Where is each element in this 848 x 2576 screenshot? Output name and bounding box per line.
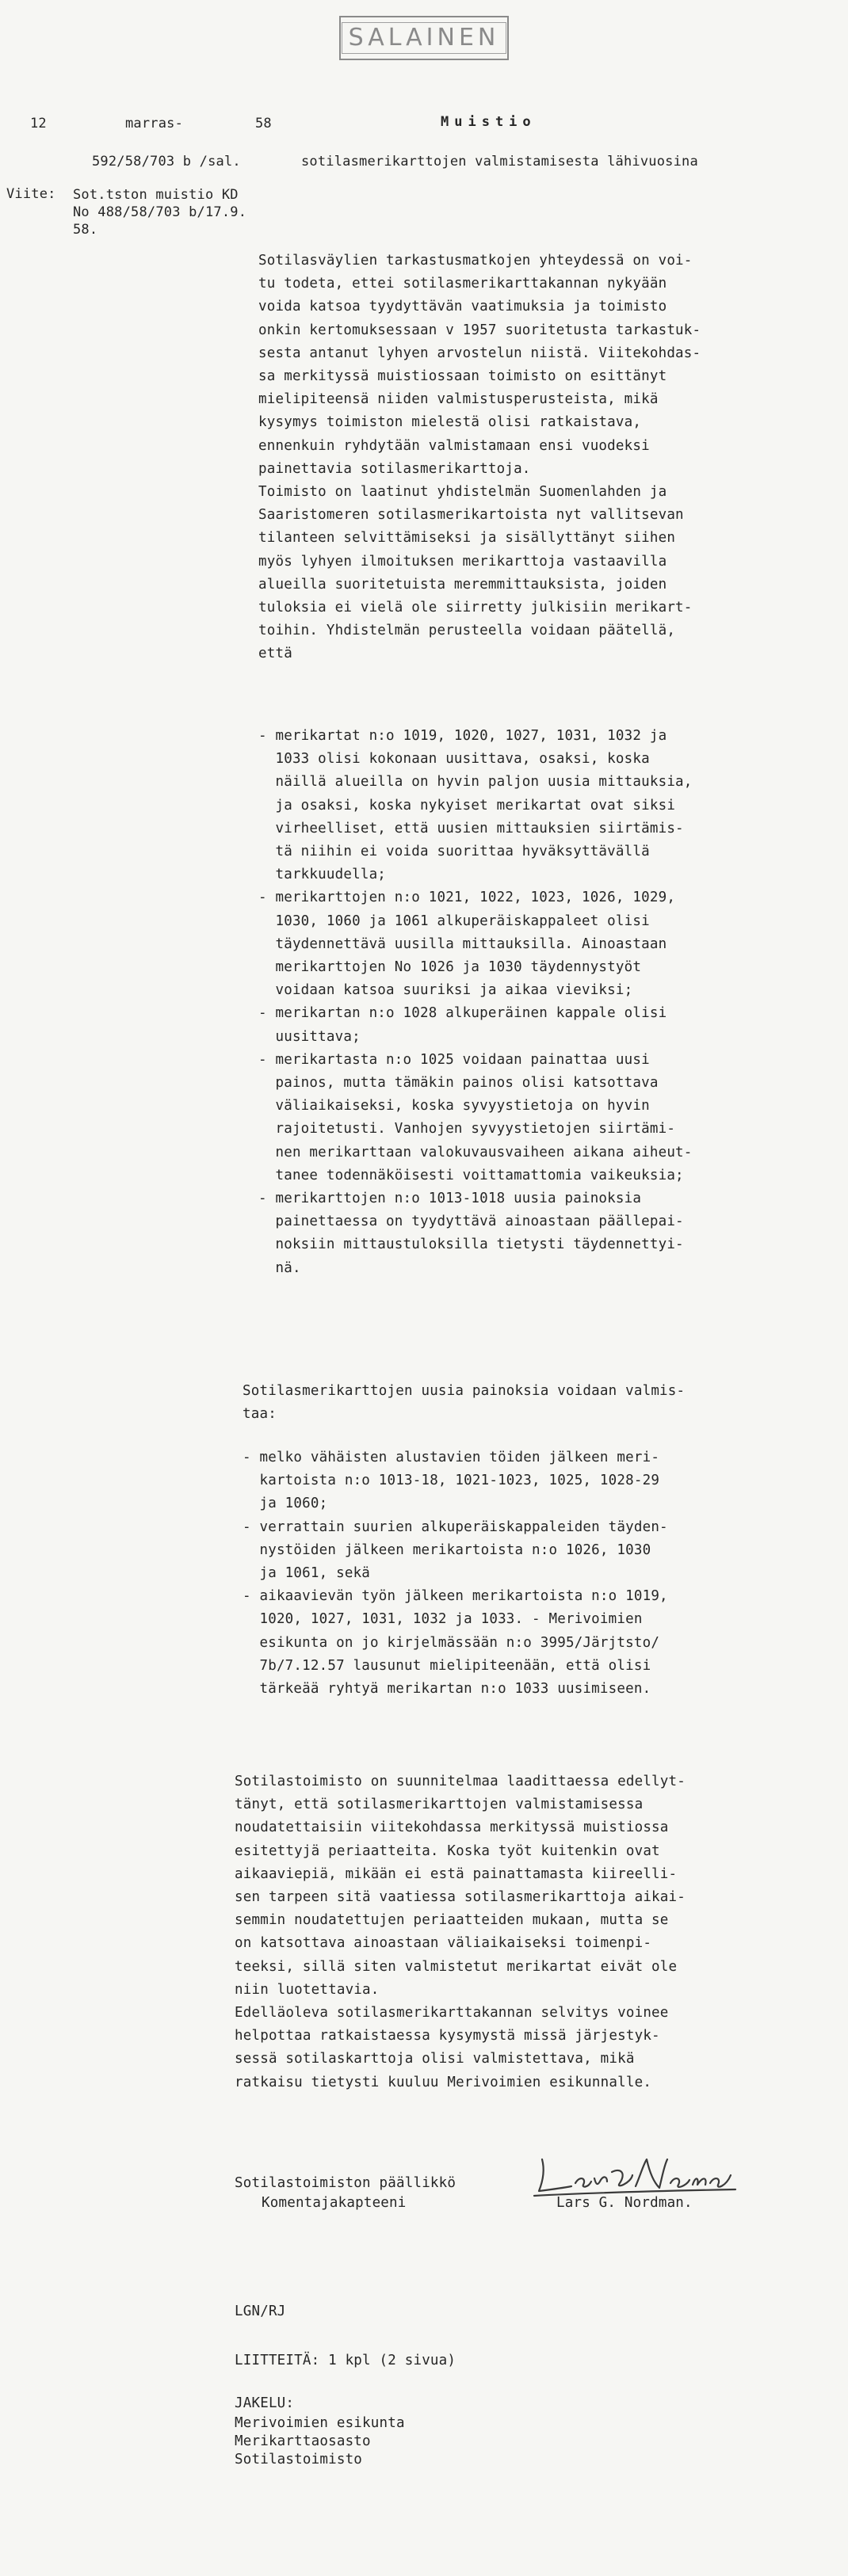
text-line: esitettyjä periaatteita. Koska työt kuitenkin ovat: [235, 1842, 660, 1859]
list-line: painos, mutta tämäkin painos olisi katsottava: [258, 1075, 659, 1092]
text-line: taa:: [243, 1406, 277, 1423]
text-line: myös lyhyen ilmoituksen merikarttoja vastaavilla: [258, 553, 667, 570]
list-line: esikunta on jo kirjelmässään n:o 3995/Järjtsto/: [243, 1634, 660, 1651]
list-line: kartoista n:o 1013-18, 1021-1023, 1025, 1028-29: [243, 1473, 660, 1489]
text-line: noudatettaisiin viitekohdassa merkityssä muistiossa: [235, 1820, 669, 1836]
text-line: aikaaviepiä, mikään ei estä painattamasta kiireelli-: [235, 1865, 678, 1882]
reference-number: 592/58/703 b /sal.: [92, 154, 241, 170]
text-line: semmin noudatettujen periaatteiden mukaan, mutta se: [235, 1912, 669, 1929]
classification-stamp: [339, 16, 509, 60]
signatory-name: Lars G. Nordman.: [556, 2195, 693, 2211]
text-line: teeksi, sillä siten valmistetut merikartat eivät ole: [235, 1958, 678, 1975]
classification-text: SALAINEN: [342, 22, 507, 54]
text-line: tu todeta, ettei sotilasmerikarttakannan nykyään: [258, 276, 667, 292]
text-line: tuloksia ei vielä ole siirretty julkisiin merikart-: [258, 600, 693, 616]
reference-line: 58.: [73, 222, 98, 238]
list-line: nystöiden jälkeen merikartoista n:o 1026, 1030: [243, 1541, 651, 1558]
list-line: - verrattain suurien alkuperäiskappaleiden täyden-: [243, 1519, 668, 1535]
list-line: näillä alueilla on hyvin paljon uusia mittauksia,: [258, 774, 693, 791]
text-line: Sotilasväylien tarkastusmatkojen yhteydessä on voi-: [258, 253, 693, 269]
list-line: ja 1060;: [243, 1496, 328, 1512]
list-line: - merikartat n:o 1019, 1020, 1027, 1031, 1032 ja: [258, 728, 667, 744]
text-line: painettavia sotilasmerikarttoja.: [258, 460, 531, 477]
handwritten-signature: [528, 2151, 742, 2202]
initials: LGN/RJ: [235, 2304, 286, 2319]
list-line: tanee todennäköisesti voittamattomia vaikeuksia;: [258, 1167, 684, 1183]
text-line: toihin. Yhdistelmän perusteella voidaan päätellä,: [258, 623, 676, 639]
list-line: merikarttojen No 1026 ja 1030 täydennystyöt: [258, 959, 642, 976]
list-line: painettaessa on tyydyttävä ainoastaan päällepai-: [258, 1214, 684, 1230]
body-paragraph-1: [258, 250, 701, 666]
list-line: - merikarttojen n:o 1021, 1022, 1023, 1026, 1029,: [258, 890, 676, 906]
text-line: alueilla suoritetuista meremmittauksista, joiden: [258, 576, 667, 593]
list-line: tarkkuudella;: [258, 867, 387, 883]
reference-lines: [73, 186, 246, 238]
signatory-rank: Komentajakapteeni: [262, 2195, 407, 2211]
printing-list: [243, 1446, 668, 1701]
list-line: 7b/7.12.57 lausunut mielipiteenään, että olisi: [243, 1657, 651, 1674]
document-type: Muistio: [441, 114, 537, 130]
attachments: LIITTEITÄ: 1 kpl (2 sivua): [235, 2353, 456, 2368]
conclusion-list: [258, 725, 693, 1280]
text-line: helpottaa ratkaistaessa kysymystä missä järjestyk-: [235, 2028, 660, 2044]
list-line: täydennettävä uusilla mittauksilla. Ainoastaan: [258, 936, 667, 952]
text-line: on katsottava ainoastaan väliaikaiseksi toimenpi-: [235, 1935, 652, 1952]
text-line: Edelläoleva sotilasmerikarttakannan selvitys voinee: [235, 2005, 669, 2022]
reference-label: Viite:: [6, 186, 56, 202]
text-line: ratkaisu tietysti kuuluu Merivoimien esikunnalle.: [235, 2074, 652, 2090]
list-line: 1033 olisi kokonaan uusittava, osaksi, koska: [258, 751, 650, 768]
list-line: tä niihin ei voida suorittaa hyväksyttävällä: [258, 844, 650, 860]
list-line: - aikaavievän työn jälkeen merikartoista n:o 1019,: [243, 1588, 668, 1605]
list-line: tärkeää ryhtyä merikartan n:o 1033 uusimiseen.: [243, 1681, 651, 1698]
body-paragraph-3: [235, 1770, 686, 2094]
text-line: Sotilasmerikarttojen uusia painoksia voidaan valmis-: [243, 1383, 686, 1399]
text-line: kysymys toimiston mielestä olisi ratkaistava,: [258, 414, 642, 431]
distribution-list: [235, 2414, 405, 2469]
list-line: - merikartasta n:o 1025 voidaan painattaa uusi: [258, 1051, 650, 1068]
list-line: 1020, 1027, 1031, 1032 ja 1033. - Merivoimien: [243, 1611, 643, 1628]
list-line: nen merikarttaan valokuvausvaiheen aikana aiheut-: [258, 1144, 693, 1160]
date-year: 58: [255, 116, 272, 131]
text-line: ennenkuin ryhdytään valmistamaan ensi vuodeksi: [258, 437, 650, 454]
distribution-item: Merivoimien esikunta: [235, 2415, 405, 2431]
list-line: - merikartan n:o 1028 alkuperäinen kappale olisi: [258, 1005, 667, 1022]
list-line: rajoitetusti. Vanhojen syvyystietojen siirtämi-: [258, 1121, 676, 1137]
list-line: 1030, 1060 ja 1061 alkuperäiskappaleet olisi: [258, 913, 650, 929]
text-line: niin luotettavia.: [235, 1981, 380, 1998]
text-line: Sotilastoimisto on suunnitelmaa laadittaessa edellyt-: [235, 1774, 686, 1789]
list-line: virheelliset, että uusien mittauksien siirtämis-: [258, 820, 684, 836]
text-line: Toimisto on laatinut yhdistelmän Suomenlahden ja: [258, 484, 667, 501]
list-line: voidaan katsoa suuriksi ja aikaa vieviksi;: [258, 982, 633, 999]
distribution-item: Merikarttaosasto: [235, 2433, 371, 2449]
list-line: ja osaksi, koska nykyiset merikartat ovat siksi: [258, 797, 676, 814]
text-line: onkin kertomuksessaan v 1957 suoritetusta tarkastuk-: [258, 322, 701, 338]
list-line: ja 1061, sekä: [243, 1565, 371, 1582]
list-line: - melko vähäisten alustavien töiden jälkeen meri-: [243, 1450, 660, 1465]
list-line: väliaikaiseksi, koska syvyystietoja on hyvin: [258, 1098, 650, 1115]
signatory-title: Sotilastoimiston päällikkö: [235, 2175, 456, 2191]
list-line: nä.: [258, 1259, 301, 1276]
text-line: sen tarpeen sitä vaatiessa sotilasmerikarttoja aikai-: [235, 1889, 686, 1906]
document-subject: sotilasmerikarttojen valmistamisesta lähivuosina: [301, 154, 698, 170]
text-line: mielipiteensä niiden valmistusperusteista, mikä: [258, 391, 659, 408]
reference-line: No 488/58/703 b/17.9.: [73, 204, 247, 220]
text-line: että: [258, 646, 292, 662]
list-line: - merikarttojen n:o 1013-1018 uusia painoksia: [258, 1191, 642, 1207]
text-line: tänyt, että sotilasmerikarttojen valmistamisessa: [235, 1797, 644, 1813]
text-line: voida katsoa tyydyttävän vaatimuksia ja toimisto: [258, 299, 667, 315]
body-paragraph-2: [243, 1380, 685, 1426]
text-line: sessä sotilaskarttoja olisi valmistettava, mikä: [235, 2051, 635, 2067]
text-line: sa merkityssä muistiossaan toimisto on esittänyt: [258, 368, 667, 385]
text-line: Saaristomeren sotilasmerikartoista nyt vallitsevan: [258, 507, 684, 524]
list-line: noksiin mittaustuloksilla tietysti täydennettyi-: [258, 1237, 684, 1253]
distribution-item: Sotilastoimisto: [235, 2452, 363, 2467]
text-line: sesta antanut lyhyen arvostelun niistä. Viitekohdas-: [258, 345, 701, 361]
date-month: marras-: [125, 116, 184, 131]
distribution-label: JAKELU:: [235, 2395, 295, 2411]
list-line: uusittava;: [258, 1028, 361, 1045]
text-line: tilanteen selvittämiseksi ja sisällyttänyt siihen: [258, 530, 676, 547]
date-day: 12: [30, 116, 47, 131]
reference-line: Sot.tston muistio KD: [73, 187, 239, 203]
